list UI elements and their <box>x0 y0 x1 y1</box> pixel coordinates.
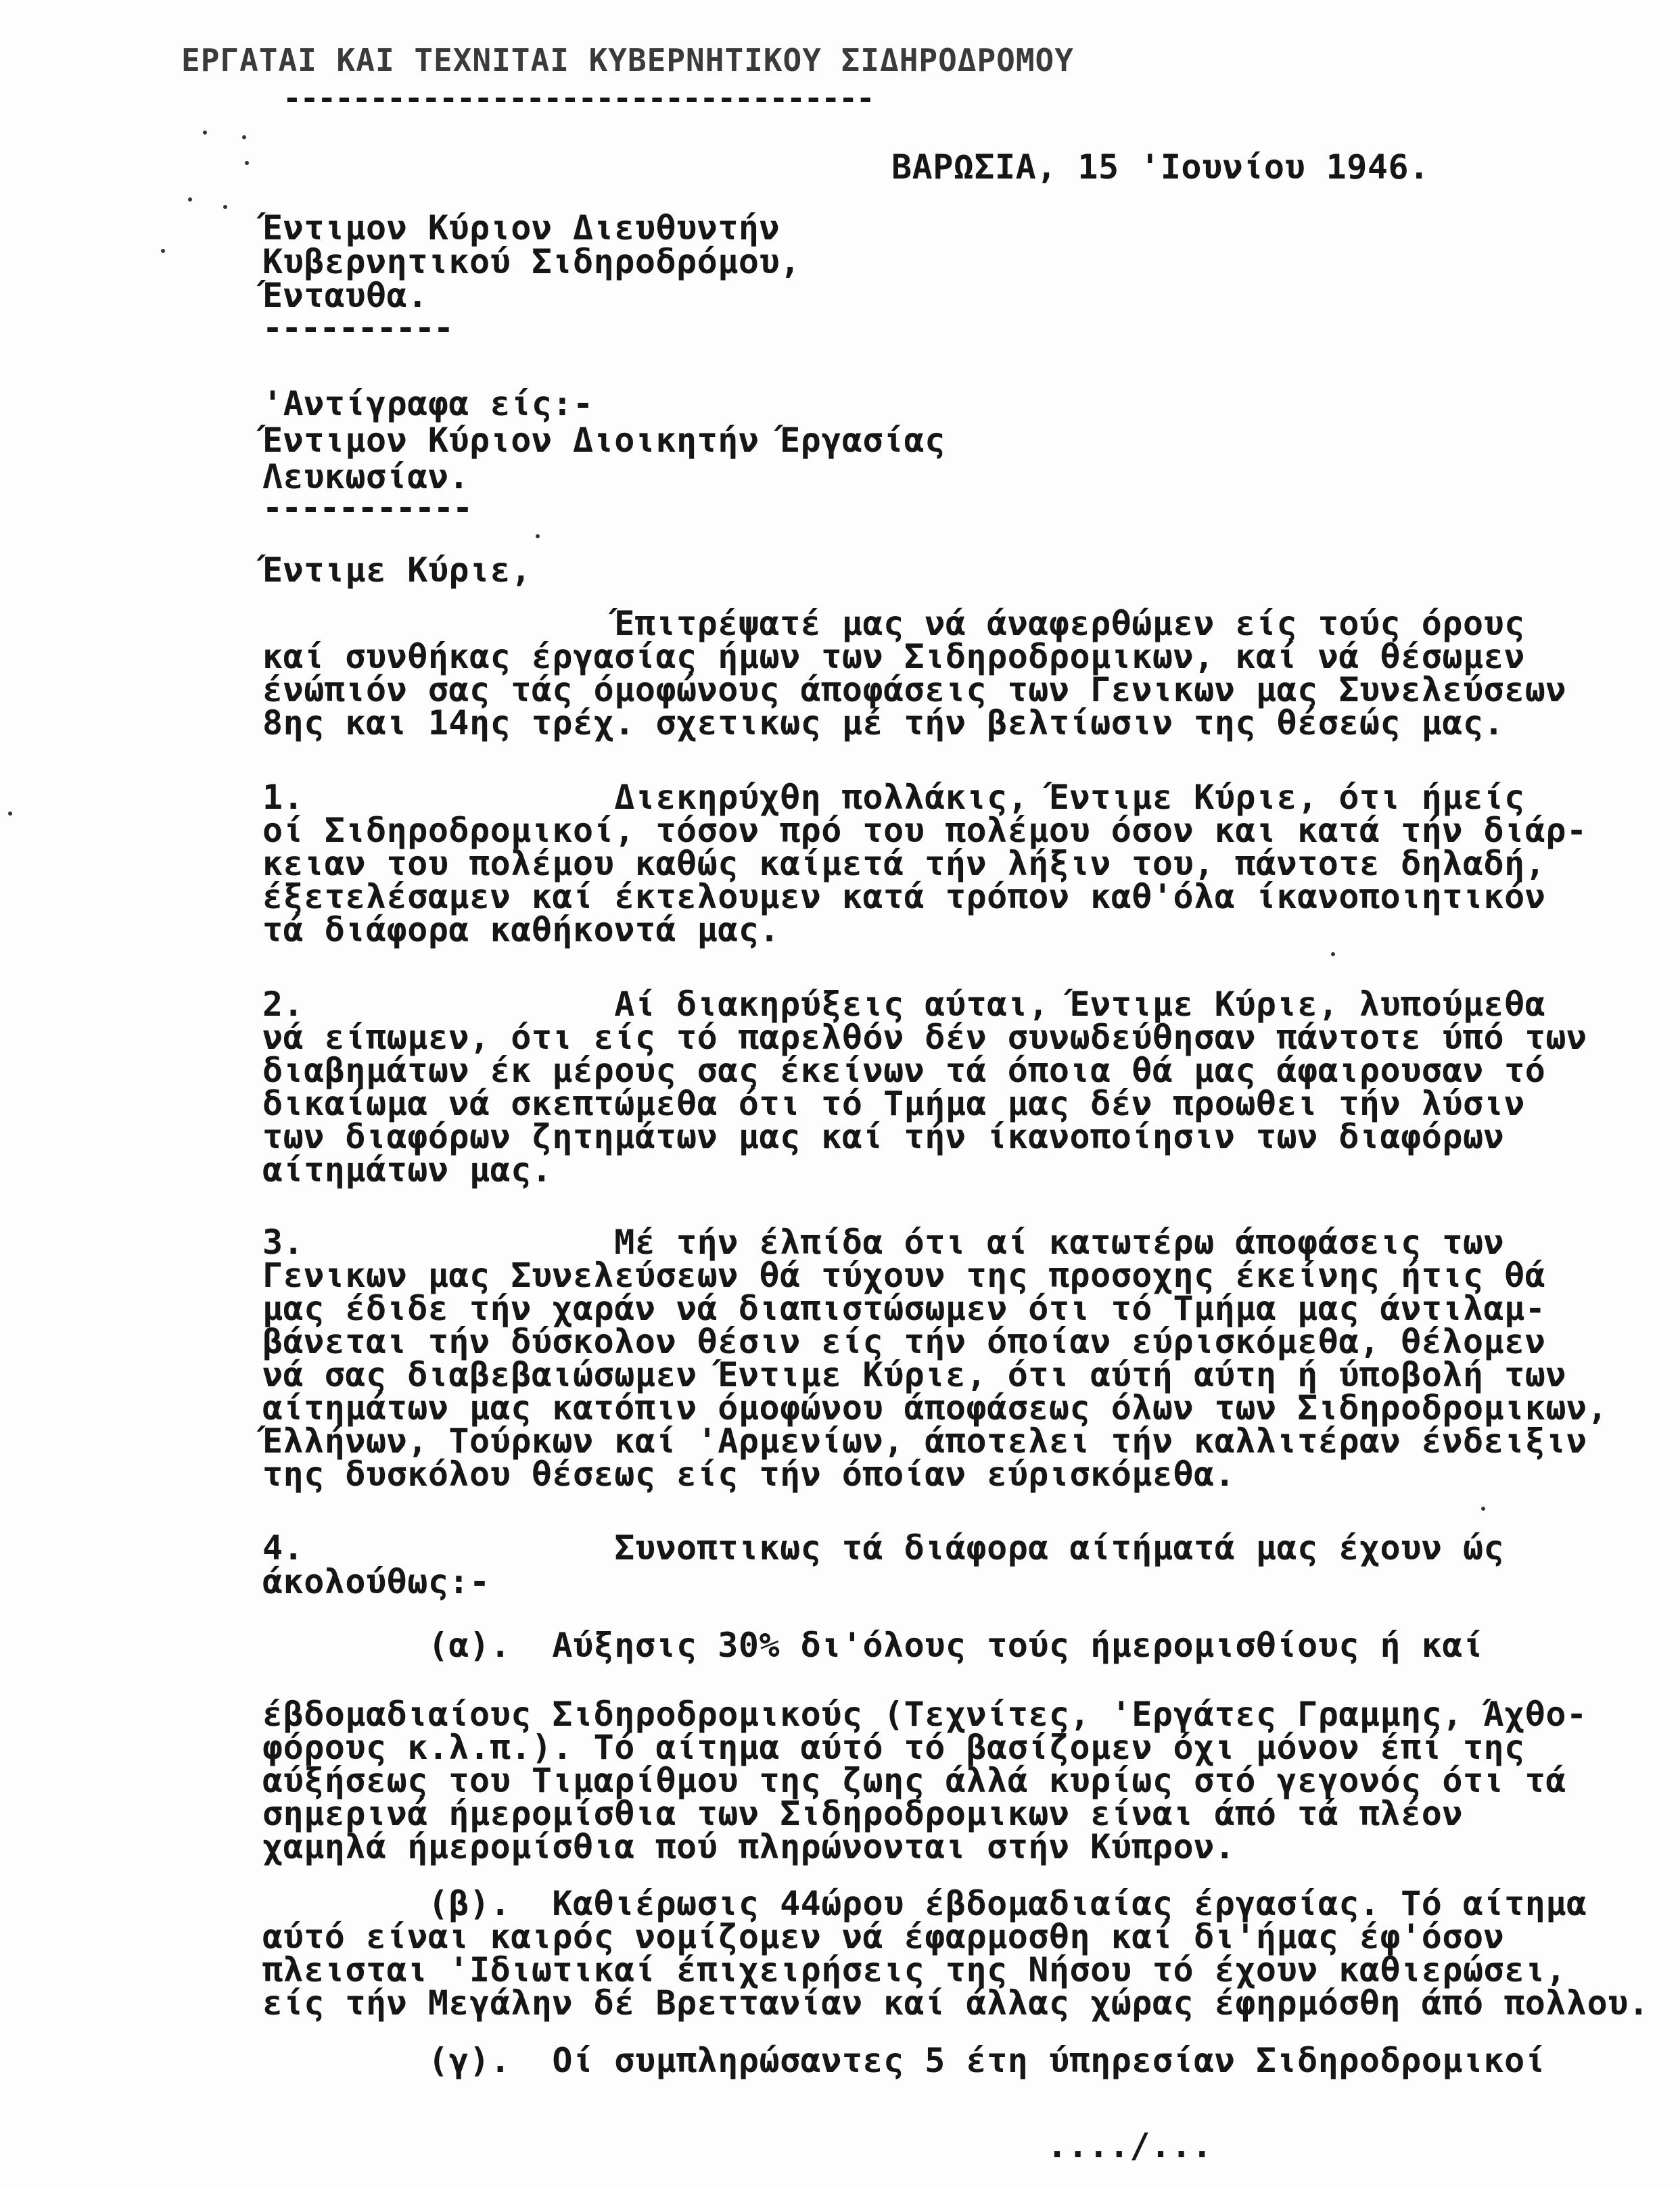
scan-speck <box>223 205 227 209</box>
item-line: αύτό είναι καιρός νομίζομεν νά έφαρμοσθη καί δι'ήμας έφ'όσον <box>262 1917 1505 1956</box>
copies-line: Έντιμον Κύριον Διοικητήν Έργασίας <box>262 421 946 460</box>
paragraph-line: νά σας διαβεβαιώσωμεν Έντιμε Κύριε, ότι αύτή αύτη ή ύποβολή των <box>262 1355 1566 1394</box>
paragraph-line: 2. Αί διακηρύξεις αύται, Έντιμε Κύριε, λυπούμεθα <box>262 985 1546 1024</box>
item-line: πλεισται 'Ιδιωτικαί έπιχειρήσεις της Νήσου τό έχουν καθιερώσει, <box>262 1950 1566 1990</box>
item-line: (γ). Οί συμπληρώσαντες 5 έτη ύπηρεσίαν Σιδηροδρομικοί <box>262 2041 1546 2080</box>
addressee-line: Κυβερνητικού Σιδηροδρόμου, <box>262 242 801 281</box>
item-line: φόρους κ.λ.π.). Τό αίτημα αύτό τό βασίζομεν όχι μόνον έπί της <box>262 1728 1525 1767</box>
paragraph-line: Έλλήνων, Τούρκων καί 'Αρμενίων, άποτελει τήν καλλιτέραν ένδειξιν <box>262 1421 1587 1461</box>
paragraph-line: τά διάφορα καθήκοντά μας. <box>262 910 780 949</box>
paragraph-line: 3. Μέ τήν έλπίδα ότι αί κατωτέρω άποφάσεις των <box>262 1223 1505 1262</box>
scan-speck <box>1481 1507 1485 1511</box>
paragraph-line: διαβημάτων έκ μέρους σας έκείνων τά όποια θά μας άφαιρουσαν τό <box>262 1051 1546 1090</box>
page-continuation-mark: ..../... <box>1047 2126 1213 2165</box>
paragraph-line: αίτημάτων μας. <box>262 1150 553 1190</box>
paragraph-line: οί Σιδηροδρομικοί, τόσον πρό του πολέμου όσον και κατά τήν διάρ- <box>262 811 1587 850</box>
item-line: έβδομαδιαίους Σιδηροδρομικούς (Τεχνίτες, 'Εργάτες Γραμμης, Άχθο- <box>262 1695 1587 1734</box>
paragraph-line: δικαίωμα νά σκεπτώμεθα ότι τό Τμήμα μας δέν προωθει τήν λύσιν <box>262 1084 1525 1123</box>
paragraph-line: βάνεται τήν δύσκολον θέσιν είς τήν όποίαν εύρισκόμεθα, θέλομεν <box>262 1322 1546 1361</box>
letterhead-title: ΕΡΓΑΤΑΙ ΚΑΙ ΤΕΧΝΙΤΑΙ ΚΥΒΕΡΝΗΤΙΚΟΥ ΣΙΔΗΡΟΔΡΟΜΟΥ <box>181 42 1074 78</box>
copies-line: Λευκωσίαν. <box>262 457 470 496</box>
paragraph-line: έξετελέσαμεν καί έκτελουμεν κατά τρόπον καθ'όλα ίκανοποιητικόν <box>262 877 1546 916</box>
date-line: ΒΑΡΩΣΙΑ, 15 'Ιουνίου 1946. <box>891 147 1430 187</box>
paragraph-line: των διαφόρων ζητημάτων μας καί τήν ίκανοποίησιν των διαφόρων <box>262 1117 1505 1156</box>
addressee-line: Ένταυθα. <box>262 276 428 315</box>
paragraph-line: Γενικων μας Συνελεύσεων θά τύχουν της προσοχης έκείνης ήτις θά <box>262 1256 1546 1295</box>
scan-speck <box>203 131 207 135</box>
paragraph-line: 4. Συνοπτικως τά διάφορα αίτήματά μας έχουν ώς <box>262 1528 1505 1568</box>
paragraph-line: Έπιτρέψατέ μας νά άναφερθώμεν είς τούς όρους <box>262 604 1525 643</box>
scan-speck <box>536 534 540 538</box>
addressee-line: Έντιμον Κύριον Διευθυντήν <box>262 208 780 248</box>
item-line: αύξήσεως του Τιμαρίθμου της ζωης άλλά κυρίως στό γεγονός ότι τά <box>262 1761 1566 1800</box>
item-line: είς τήν Μεγάλην δέ Βρεττανίαν καί άλλας χώρας έφηρμόσθη άπό πολλου. <box>262 1983 1650 2023</box>
scan-speck <box>1331 952 1335 956</box>
paragraph-line: της δυσκόλου θέσεως είς τήν όποίαν εύρισκόμεθα. <box>262 1455 1236 1494</box>
paragraph-line: νά είπωμεν, ότι είς τό παρελθόν δέν συνωδεύθησαν πάντοτε ύπό των <box>262 1018 1587 1057</box>
scan-speck <box>188 197 192 202</box>
paragraph-line: άκολούθως:- <box>262 1562 490 1601</box>
paragraph-line: κειαν του πολέμου καθώς καίμετά τήν λήξιν του, πάντοτε δηλαδή, <box>262 844 1546 883</box>
item-line: (β). Καθιέρωσις 44ώρου έβδομαδιαίας έργασίας. Τό αίτημα <box>262 1884 1587 1923</box>
item-line: χαμηλά ήμερομίσθια πού πληρώνονται στήν Κύπρον. <box>262 1827 1236 1866</box>
paragraph-line: καί συνθήκας έργασίας ήμων των Σιδηροδρομικων, καί νά θέσωμεν <box>262 637 1525 676</box>
paragraph-line: ένώπιόν σας τάς όμοφώνους άποφάσεις των Γενικων μας Συνελεύσεων <box>262 670 1566 709</box>
letterhead-rule: ---------------------------------- <box>283 80 874 116</box>
scan-speck <box>245 161 249 165</box>
scan-speck <box>242 135 246 139</box>
scan-speck <box>161 249 165 253</box>
copies-line: 'Αντίγραφα είς:- <box>262 384 594 423</box>
paragraph-line: μας έδιδε τήν χαράν νά διαπιστώσωμεν ότι τό Τμήμα μας άντιλαμ- <box>262 1289 1546 1328</box>
paragraph-line: 8ης και 14ης τρέχ. σχετικως μέ τήν βελτίωσιν της θέσεώς μας. <box>262 703 1505 743</box>
addressee-rule: ---------- <box>262 308 453 348</box>
paragraph-line: αίτημάτων μας κατόπιν όμοφώνου άποφάσεως όλων των Σιδηροδρομικων, <box>262 1388 1608 1428</box>
paragraph-line: 1. Διεκηρύχθη πολλάκις, Έντιμε Κύριε, ότι ήμείς <box>262 778 1525 817</box>
item-line: (α). Αύξησις 30% δι'όλους τούς ήμερομισθίους ή καί <box>262 1626 1484 1665</box>
copies-rule: ----------- <box>262 488 472 527</box>
salutation: Έντιμε Κύριε, <box>262 550 532 590</box>
item-line: σημερινά ήμερομίσθια των Σιδηροδρομικων είναι άπό τά πλέον <box>262 1794 1463 1833</box>
scan-speck <box>8 811 12 816</box>
